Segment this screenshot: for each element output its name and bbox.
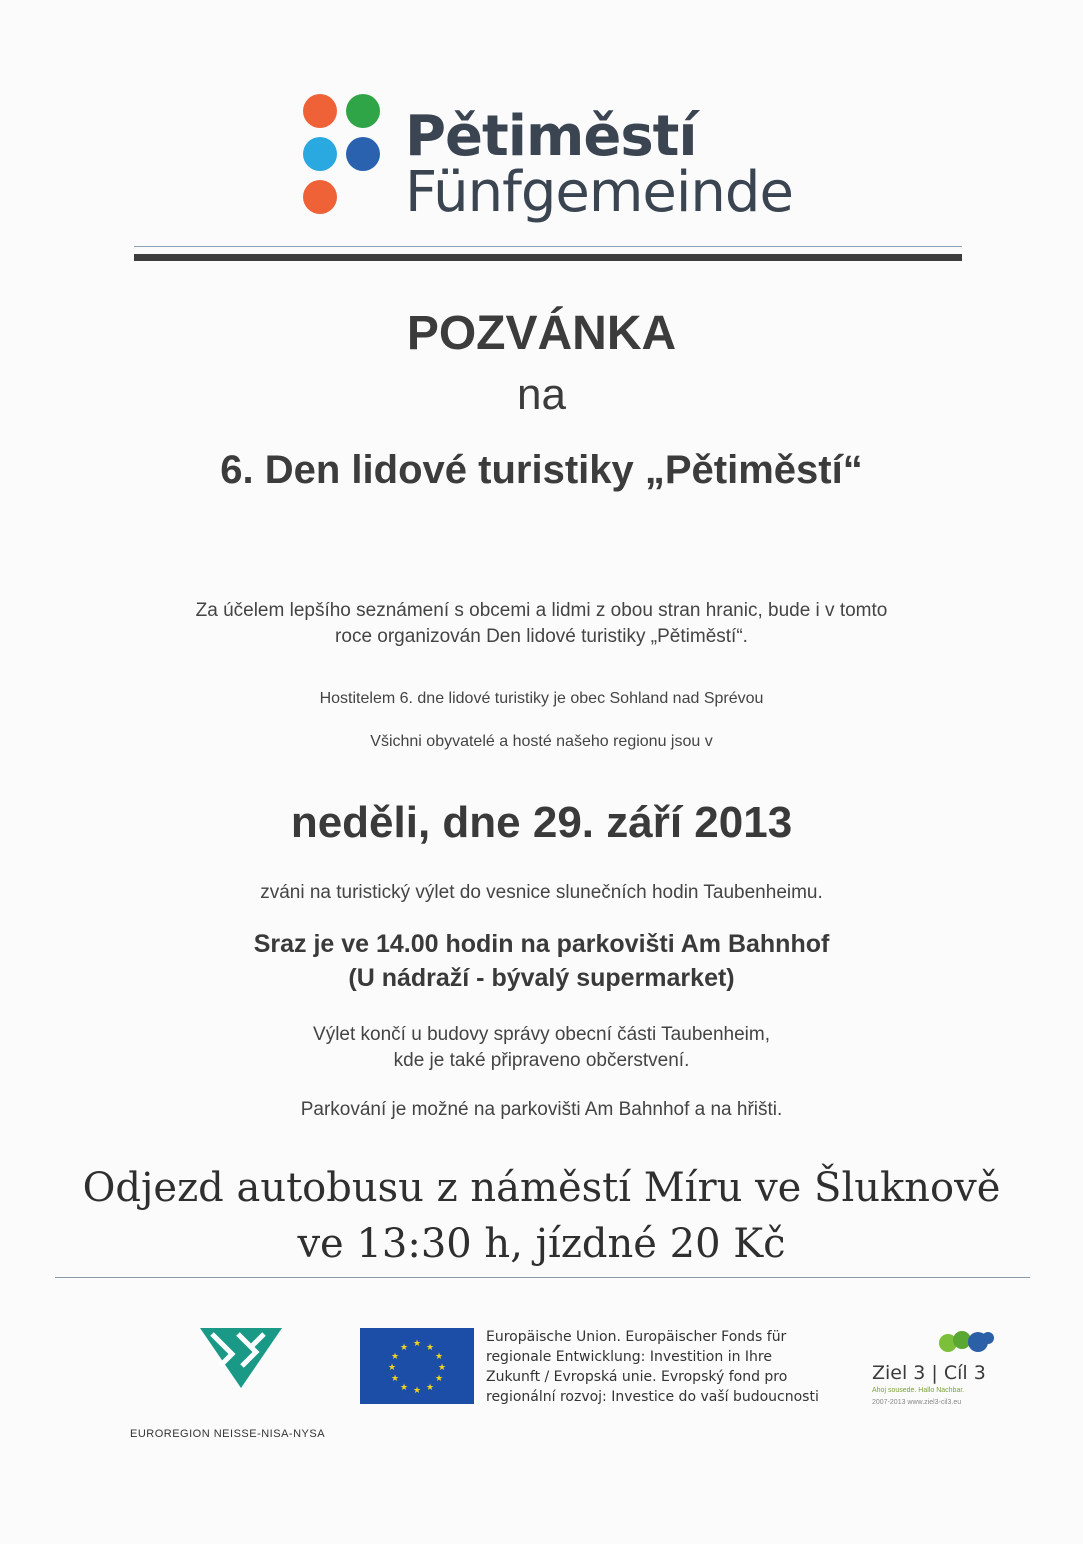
svg-text:★: ★: [434, 1374, 444, 1384]
bus-line-1: Odjezd autobusu z náměstí Míru ve Šluknově: [82, 1165, 1001, 1211]
euroregion-logo-icon: [198, 1326, 284, 1390]
intro-line-2: roce organizován Den lidové turistiky „Pětiměstí“.: [335, 626, 748, 647]
ziel3-puzzle-icon: [938, 1328, 998, 1358]
svg-text:★: ★: [390, 1352, 400, 1362]
header-thin-rule: [134, 246, 962, 247]
logo-dot-blue: [346, 137, 380, 171]
eu-fund-text: [486, 1327, 866, 1407]
invitation-title: POZVÁNKA: [406, 307, 677, 360]
end-line-1: Výlet končí u budovy správy obecní části Taubenheim,: [313, 1024, 770, 1045]
svg-text:★: ★: [434, 1352, 444, 1362]
eu-text-line-3: Zukunft / Evropská unie. Evropský fond pro: [486, 1369, 788, 1385]
eu-text-line-4: regionální rozvoj: Investice do vaší budoucnosti: [486, 1389, 819, 1405]
logo: [0, 0, 1083, 240]
logo-dot-cyan: [303, 137, 337, 171]
svg-text:★: ★: [387, 1363, 397, 1373]
svg-text:★: ★: [425, 1383, 435, 1393]
footer-rule: [55, 1277, 1030, 1278]
invitation-na: na: [517, 370, 566, 419]
host-text: Hostitelem 6. dne lidové turistiky je obec Sohland nad Sprévou: [319, 690, 764, 707]
intro-line-1: Za účelem lepšího seznámení s obcemi a lidmi z obou stran hranic, bude i v tomto: [195, 600, 888, 621]
eu-text-line-1: Europäische Union. Europäischer Fonds für: [486, 1329, 787, 1345]
ziel3-subtitle: Ahoj sousede. Hallo Nachbar.: [872, 1387, 965, 1394]
logo-dot-green: [346, 94, 380, 128]
meeting-line-2: (U nádraží - bývalý supermarket): [348, 964, 735, 992]
euroregion-label: EUROREGION NEISSE-NISA-NYSA: [130, 1428, 326, 1440]
bus-line-2: ve 13:30 h, jízdné 20 Kč: [297, 1221, 786, 1267]
logo-title-cz: Pětiměstí: [405, 104, 697, 169]
svg-text:★: ★: [399, 1343, 409, 1353]
meeting-line-1: Sraz je ve 14.00 hodin na parkovišti Am Bahnhof: [253, 930, 830, 958]
svg-text:★: ★: [425, 1343, 435, 1353]
event-title: 6. Den lidové turistiky „Pětiměstí“: [220, 448, 863, 492]
svg-text:★: ★: [412, 1386, 422, 1396]
svg-text:★: ★: [437, 1363, 447, 1373]
svg-text:★: ★: [412, 1339, 422, 1349]
eu-flag-icon: [360, 1328, 474, 1404]
event-date: neděli, dne 29. září 2013: [290, 798, 793, 847]
invited-text: zváni na turistický výlet do vesnice slunečních hodin Taubenheimu.: [260, 882, 823, 903]
svg-text:★: ★: [390, 1374, 400, 1384]
logo-dot-orange-top: [303, 94, 337, 128]
ziel3-url: 2007-2013 www.ziel3-cil3.eu: [872, 1399, 962, 1406]
ziel3-label: Ziel 3 | Cíl 3: [872, 1362, 986, 1384]
logo-title-de: Fünfgemeinde: [405, 160, 793, 225]
logo-dot-orange-bottom: [303, 180, 337, 214]
residents-text: Všichni obyvatelé a hosté našeho regionu jsou v: [370, 733, 713, 750]
eu-text-line-2: regionale Entwicklung: Investition in Ihre: [486, 1349, 772, 1365]
header-thick-rule: [134, 254, 962, 261]
end-line-2: kde je také připraveno občerstvení.: [393, 1050, 690, 1071]
svg-text:★: ★: [399, 1383, 409, 1393]
parking-text: Parkování je možné na parkovišti Am Bahnhof a na hřišti.: [300, 1099, 783, 1120]
